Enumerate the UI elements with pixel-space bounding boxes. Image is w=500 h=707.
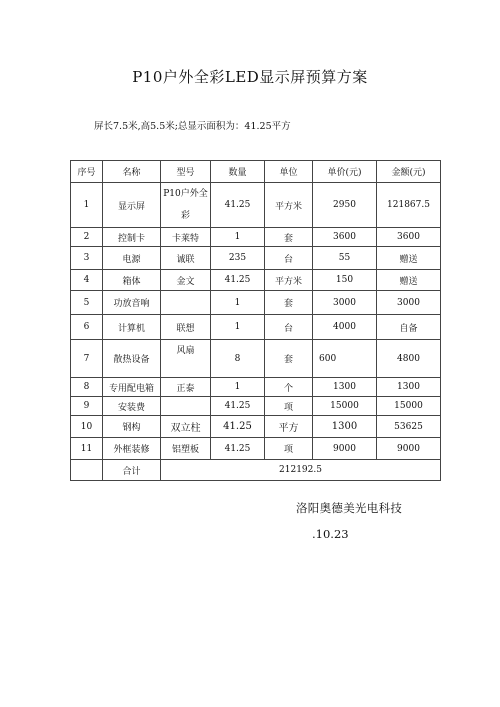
document-date: .10.23 bbox=[312, 527, 349, 541]
table-cell: 150 bbox=[313, 270, 377, 291]
total-label: 合计 bbox=[103, 460, 161, 481]
table-cell: 3000 bbox=[377, 291, 441, 315]
table-row bbox=[71, 270, 441, 291]
table-cell: 显示屏 bbox=[103, 183, 161, 228]
table-cell: 诚联 bbox=[161, 247, 211, 270]
table-row bbox=[71, 247, 441, 270]
header-cell: 单价(元) bbox=[313, 161, 377, 183]
table-cell: 1 bbox=[211, 291, 265, 315]
table-cell: 15000 bbox=[377, 397, 441, 416]
table-cell bbox=[161, 291, 211, 315]
table-total-row bbox=[71, 460, 441, 481]
table-cell: 散热设备 bbox=[103, 340, 161, 378]
table-cell: 控制卡 bbox=[103, 228, 161, 247]
table-cell: 8 bbox=[71, 378, 103, 397]
table-cell: 电源 bbox=[103, 247, 161, 270]
table-cell: 箱体 bbox=[103, 270, 161, 291]
table-cell: 2950 bbox=[313, 183, 377, 228]
budget-table bbox=[70, 160, 441, 481]
table-cell: 1 bbox=[211, 378, 265, 397]
table-row bbox=[71, 315, 441, 340]
table-header-row bbox=[71, 161, 441, 183]
table-cell: 11 bbox=[71, 438, 103, 460]
header-cell: 数量 bbox=[211, 161, 265, 183]
table-cell: 1 bbox=[211, 315, 265, 340]
table-cell: 计算机 bbox=[103, 315, 161, 340]
table-cell: 10 bbox=[71, 416, 103, 438]
table-cell: 3 bbox=[71, 247, 103, 270]
table-cell: 平方 bbox=[265, 416, 313, 438]
table-cell: 台 bbox=[265, 315, 313, 340]
table-cell: 1300 bbox=[377, 378, 441, 397]
table-cell: 41.25 bbox=[211, 397, 265, 416]
table-cell: 正泰 bbox=[161, 378, 211, 397]
table-cell: 双立柱 bbox=[161, 416, 211, 438]
table-cell bbox=[71, 460, 103, 481]
table-cell: 专用配电箱 bbox=[103, 378, 161, 397]
table-cell: 3600 bbox=[377, 228, 441, 247]
header-cell: 单位 bbox=[265, 161, 313, 183]
table-row bbox=[71, 378, 441, 397]
table-cell: 6 bbox=[71, 315, 103, 340]
table-cell: 赠送 bbox=[377, 247, 441, 270]
table-cell: 项 bbox=[265, 397, 313, 416]
table-cell: 1300 bbox=[313, 378, 377, 397]
table-cell: 套 bbox=[265, 291, 313, 315]
table-cell: 套 bbox=[265, 228, 313, 247]
table-cell bbox=[161, 397, 211, 416]
screen-dimensions-text: 屏长7.5米,高5.5米;总显示面积为：41.25平方 bbox=[94, 121, 291, 132]
company-name: 洛阳奥德美光电科技 bbox=[296, 501, 403, 515]
table-cell: 铝塑板 bbox=[161, 438, 211, 460]
header-cell: 序号 bbox=[71, 161, 103, 183]
table-cell: 5 bbox=[71, 291, 103, 315]
table-cell: P10户外全彩 bbox=[161, 183, 211, 228]
table-cell: 风扇 bbox=[161, 340, 211, 378]
table-row bbox=[71, 438, 441, 460]
table-row bbox=[71, 340, 441, 378]
header-cell: 金额(元) bbox=[377, 161, 441, 183]
table-cell: 平方米 bbox=[265, 183, 313, 228]
table-cell: 外框装修 bbox=[103, 438, 161, 460]
table-row bbox=[71, 291, 441, 315]
table-cell: 9000 bbox=[377, 438, 441, 460]
table-cell: 套 bbox=[265, 340, 313, 378]
table-cell: 1 bbox=[71, 183, 103, 228]
table-cell: 3000 bbox=[313, 291, 377, 315]
table-cell: 600 bbox=[313, 340, 377, 378]
table-cell: 9000 bbox=[313, 438, 377, 460]
table-cell: 8 bbox=[211, 340, 265, 378]
table-row bbox=[71, 397, 441, 416]
table-cell: 15000 bbox=[313, 397, 377, 416]
table-cell: 自备 bbox=[377, 315, 441, 340]
table-cell: 项 bbox=[265, 438, 313, 460]
table-cell: 平方米 bbox=[265, 270, 313, 291]
total-value: 212192.5 bbox=[161, 460, 441, 481]
table-row bbox=[71, 228, 441, 247]
table-cell: 235 bbox=[211, 247, 265, 270]
table-cell: 安装费 bbox=[103, 397, 161, 416]
table-cell: 1 bbox=[211, 228, 265, 247]
table-cell: 3600 bbox=[313, 228, 377, 247]
table-cell: 卡莱特 bbox=[161, 228, 211, 247]
table-cell: 41.25 bbox=[211, 270, 265, 291]
table-cell: 4000 bbox=[313, 315, 377, 340]
table-cell: 1300 bbox=[313, 416, 377, 438]
table-cell: 联想 bbox=[161, 315, 211, 340]
table-cell: 金文 bbox=[161, 270, 211, 291]
table-row bbox=[71, 183, 441, 228]
table-cell: 41.25 bbox=[211, 438, 265, 460]
table-cell: 台 bbox=[265, 247, 313, 270]
table-cell: 功放音响 bbox=[103, 291, 161, 315]
table-cell: 9 bbox=[71, 397, 103, 416]
table-cell: 41.25 bbox=[211, 183, 265, 228]
table-cell: 121867.5 bbox=[377, 183, 441, 228]
document-title: P10户外全彩LED显示屏预算方案 bbox=[132, 68, 368, 86]
header-cell: 名称 bbox=[103, 161, 161, 183]
table-cell: 41.25 bbox=[211, 416, 265, 438]
table-cell: 7 bbox=[71, 340, 103, 378]
table-cell: 55 bbox=[313, 247, 377, 270]
table-cell: 4 bbox=[71, 270, 103, 291]
table-cell: 赠送 bbox=[377, 270, 441, 291]
table-cell: 53625 bbox=[377, 416, 441, 438]
header-cell: 型号 bbox=[161, 161, 211, 183]
table-cell: 钢构 bbox=[103, 416, 161, 438]
table-row bbox=[71, 416, 441, 438]
table-cell: 2 bbox=[71, 228, 103, 247]
table-cell: 4800 bbox=[377, 340, 441, 378]
table-cell: 个 bbox=[265, 378, 313, 397]
